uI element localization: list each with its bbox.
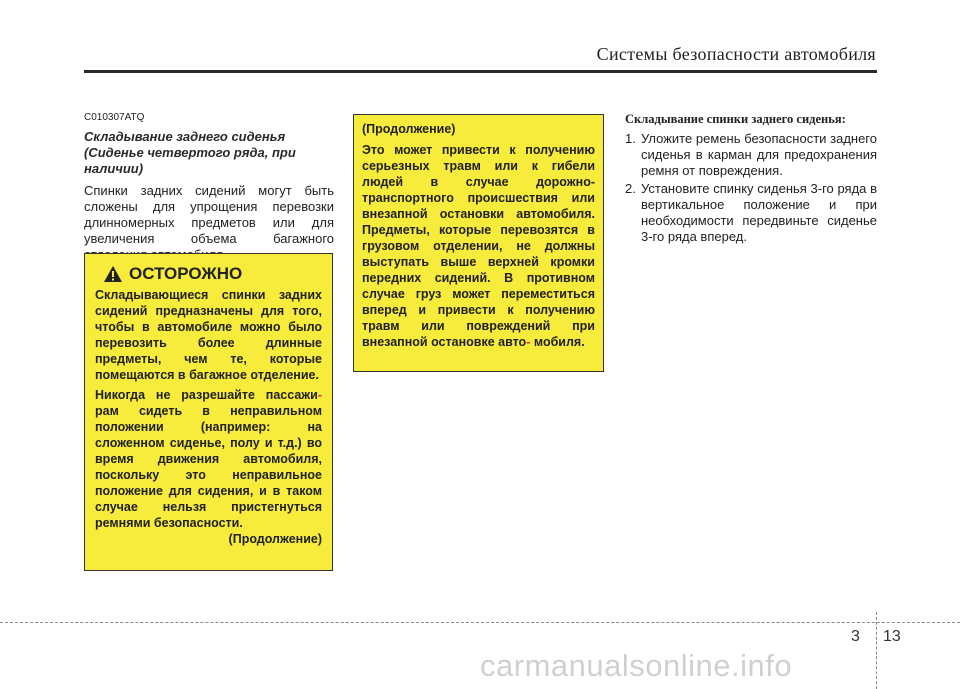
- warning-title: ОСТОРОЖНО: [129, 264, 243, 283]
- step-text: Установите спинку сиденья 3-го ряда в вертикальное положение и при необходимости передвиньте сиденье 3-го ряда вперед.: [641, 181, 877, 244]
- step-text: Уложите ремень безопасности заднего сиденья в карман для предохранения ремня от повреждения.: [641, 131, 877, 178]
- procedure-step-1: [625, 131, 877, 179]
- warning-continued: (Продолжение): [228, 532, 322, 546]
- procedure-step-2: [625, 181, 877, 245]
- warning-hyphen: -: [317, 388, 322, 402]
- watermark: carmanualsonline.info: [480, 648, 793, 683]
- warning-paragraph-2: [95, 387, 322, 531]
- section-paragraph: Спинки задних сидений могут быть сложены для упрощения перевозки длинномерных предметов или для увеличения объема багажного: [84, 183, 334, 246]
- section-code: C010307ATQ: [84, 112, 145, 123]
- left-column: [84, 112, 334, 263]
- warning-box: [84, 253, 333, 571]
- header-rule: [84, 70, 877, 73]
- footer-rule: [0, 622, 960, 623]
- warning-paragraph-2-end: рам сидеть в неправильном положении (например: на сложенном сиденье, полу и т.д.) во время движения автомобиля, поскольку это неправильное положение для сидения, и в таком случае нельзя пристегнуться ремнями безопасности.: [95, 404, 322, 530]
- header-title: Системы безопасности автомобиля: [596, 44, 876, 64]
- continued-paragraph-start: Это может привести к получению серьезных травм или к гибели людей в случае дорожно-транспортного происшествия или внезапной остановки автомобиля. Предметы, которые перевозятся в грузовом отделении, не должны выступать выше верхней кромки передних сидений. В противном случае груз может переместиться вперед и привести к получению травм или повреждений при внезапной остановке авто: [362, 143, 595, 349]
- step-number: 2.: [625, 181, 636, 196]
- continued-paragraph-end: мобиля.: [533, 335, 585, 349]
- right-column: [625, 112, 877, 245]
- warning-paragraph-2-start: Никогда не разрешайте пассажи: [95, 388, 318, 402]
- step-number: 1.: [625, 131, 636, 146]
- page-number: 13: [883, 628, 901, 645]
- continued-hyphen: -: [526, 335, 531, 349]
- continued-paragraph: [362, 142, 595, 350]
- warning-header: [103, 264, 322, 284]
- warning-triangle-icon: [103, 265, 123, 283]
- continued-warning-box: [353, 114, 604, 372]
- footer-divider: [876, 612, 877, 689]
- continued-title: (Продолжение): [362, 122, 456, 136]
- section-subheading: Складывание заднего сиденья (Сиденье четвертого ряда, при наличии): [84, 129, 296, 176]
- chapter-number: 3: [851, 628, 860, 645]
- warning-paragraph-1: Складывающиеся спинки задних сидений предназначены для того, чтобы в автомобиле можно было перевозить более длинные предметы, чем те, которые помещаются в багажное отделение.: [95, 288, 322, 382]
- procedure-heading: Складывание спинки заднего сиденья:: [625, 112, 846, 126]
